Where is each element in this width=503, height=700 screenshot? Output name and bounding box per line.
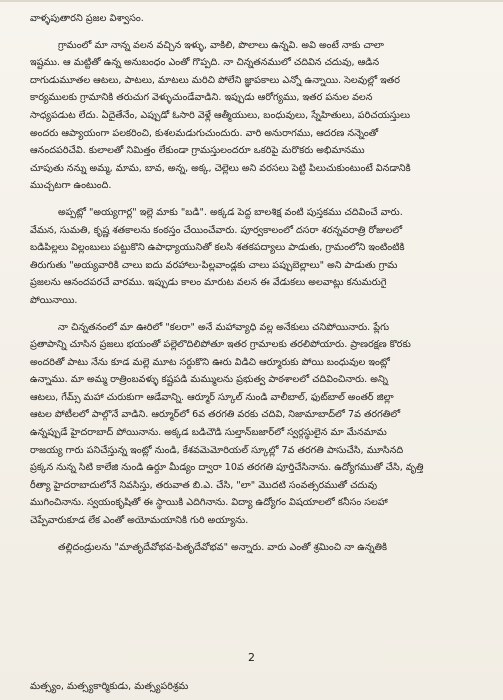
text-line: అప్పట్లో "అయ్యగార్ల" ఇల్లె మాకు "బడి". అక్కడ పెద్ద బాలశిక్ష వంటి పుస్తకము చదివించే వారు. [58,206,403,218]
paragraph-0 [30,10,473,28]
text-line: వేమన, సుమతి, కృష్ణ శతకాలను కంఠస్తం చేయించేవారు. పూర్వకాలంలో దసరా శరన్నవరాత్రి రోజులలో [30,224,403,236]
text-line: ముగించినాను. స్వయంకృషితో ఈ స్థాయికి ఎదిగినాను. విద్యా ఉద్యోగం విషయాలలో కనీసం సలహా [30,497,388,509]
text-line: ఆటల పోటీలలో పాల్గొనే వాడిని. ఆర్మూర్‌లో 6వ తరగతి వరకు చదివి, నిజామాబాద్‌లో 7వ తరగతిలో [30,409,401,421]
text-line: ప్రజలను ఆనందపరచే వారము. ఇప్పుడు కాలం మారుట వలన ఈ వేడుకలు అలవాట్లు కనుమరుగై [30,277,387,289]
text-line: సాధ్యపడుట లేదు. ఏదైతేనేం, ఎప్పుడో ఓసారి వెళ్లే ఆత్మీయులు, బంధువులు, స్నేహితులు, పరిచయస్తులు [30,109,411,121]
text-line: ఆనందపరిచేవి. కులాలతో నిమిత్తం లేకుండా గ్రామస్తులందరూ ఒకరిపై మరొకరు అభిమానము [30,145,365,157]
text-line: బడిపిల్లలు విల్లంబులు పట్టుకొని ఉపాధ్యాయునితో కలసి శతకపద్యాలు పాడుతు, గ్రామంలోని ఇంటింటికి [30,242,405,254]
top-edge-rule [0,0,503,2]
page-number: 2 [248,651,255,664]
text-line: తల్లిదండ్రులను "మాతృదేవోభవ-పితృదేవోభవ" అన్నారు. వారు ఎంతో శ్రమించి నా ఉన్నతికి [58,541,387,553]
text-line: రాజయ్య గారు పనిచేస్తున్న ఇంట్లో నుండి, కేశవమెమోరియల్ స్కూల్లో 7వ తరగతి పాసుచేసి, మూసినది [30,444,404,456]
text-line: చూపుతు నన్ను అమ్మ, మామ, బావ, అన్న, అక్క, చెల్లెలు అని వరసలు పెట్టి పిలుచుకుంటుంటే వినడానికి [30,162,411,174]
footer-text: మత్స్యం, మత్స్యకార్మికుడు, మత్స్యపరిశ్రమ [30,681,189,692]
text-line: రీత్యా హైదరాబాదులోనే నివసిస్తు, తరువాత బి.ఎ. చేసి, "లా" మొదటి సంవత్సరముతో చదువు [30,479,378,491]
text-line: ప్రక్కన నున్న సిటి కాలేజి నుండి ఉర్దూ మీడ్యం ద్వారా 10వ తరగతి పూర్తిచేసినాను. ఉద్యోగముతో చేసి, వృత్తి [30,462,424,474]
text-line: కార్యములకు గ్రామానికి తరుచుగ వెళ్ళుచుండేవాడిని. ఇప్పుడు ఆరోగ్యము, ఇతర పనుల వలన [30,92,373,104]
text-line: అందరితో పాటు నేను కూడ మల్లె మూట సర్దుకొని ఊరు విడిచి ఆర్మూరుకు పోయి బంధువుల ఇంట్లో [30,356,390,368]
text-line: ప్రతాపాన్ని చూసిన ప్రజలు భయంతో పల్లెలొదిలిపోతూ ఇతర గ్రామాలకు తరలిపోయారు. ప్రాణరక్షణ కొరకు [30,339,411,351]
body-text [30,10,473,556]
text-line: ఇష్టము. ఆ మట్టితో ఉన్న అనుబంధం ఎంతో గొప్పది. నా చిన్నతనములో చదివిన చదువు, ఆడిన [30,57,380,69]
text-line: గ్రామంలో మా నాన్న వలన వచ్చిన ఇళ్ళు, వాకిలి, పొలాలు ఉన్నవి. అవి అంటే నాకు చాలా [58,39,384,51]
text-line: ఆటలు, గేమ్స్ మహా చురుకుగా ఆడేవాన్ని. ఆర్మూర్ స్కూల్ నుండి వాలీబాల్, ఫుట్‌బాల్ అంతర్ జిల్లా [30,391,394,403]
paragraph-3 [30,319,473,530]
text-line: పోయినాయి. [30,294,78,306]
text-line: అందరు ఆప్యాయంగా పలకరించి, కుశలమడుగుచుందురు. వారి అనురాగము, ఆదరణ నన్నెంతో [30,127,379,139]
text-line: చెప్పేవారుకూడ లేక ఎంతో అయోమయానికి గురి అయ్యాను. [30,515,249,527]
text-line: ఉన్నాము. మా అమ్మ రాత్రింబవళ్ళు కష్టపడి మమ్ములను ప్రభుత్వ పాఠశాలలో చదివించినారు. అన్ని [30,374,388,386]
paragraph-4 [30,539,473,557]
text-line: ఉన్నప్పుడే హైదరాబాద్ పోయినాను. అక్కడ బడిచౌడి సుల్తాన్‌బజార్‌లో స్వర్గస్థులైన మా మేనమామ [30,427,387,439]
text-line: నా చిన్నతనంలో మా ఊరిలో "కలరా" అనే మహావ్యాధి వల్ల అనేకులు చనిపోయినారు. ప్లేగు [58,321,390,333]
text-line: ముచ్చటగా ఉంటుంది. [30,180,112,192]
paragraph-1 [30,37,473,195]
text-line: వాళ్ళపుతారని ప్రజల విశ్వాసం. [30,13,144,24]
paragraph-2 [30,204,473,310]
text-line: తిరుగుతు "అయ్యవారికి చాలు ఐదు వరహాలు-పిల్లవాండ్లకు చాలు పప్పుబెల్లాలు" అని పాడుతు గ్రామ [30,259,398,271]
text-line: దాగుడుమూతల ఆటలు, పాటలు, మాటలు మరిచి పోలేని జ్ఞాపకాలు ఎన్నో ఉన్నాయి. సెలవుల్లో ఇతర [30,74,400,86]
